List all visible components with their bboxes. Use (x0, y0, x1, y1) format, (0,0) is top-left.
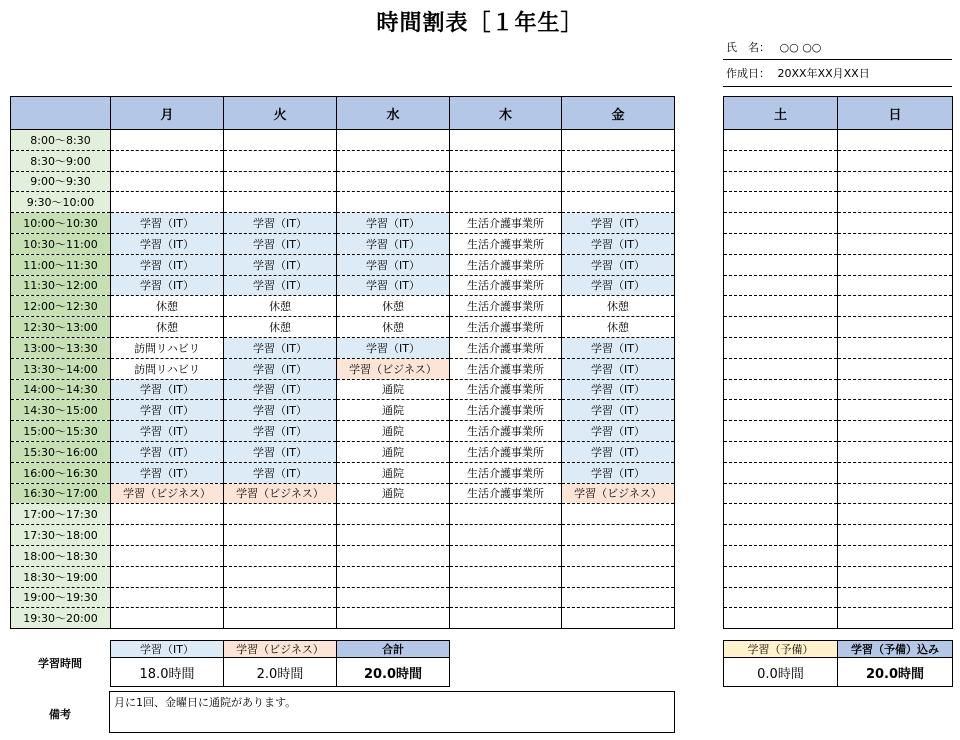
timetable-row (11, 337, 675, 358)
schedule-cell[interactable] (224, 525, 337, 546)
timetable-row (11, 233, 675, 254)
schedule-cell[interactable]: 学習（IT） (562, 213, 675, 234)
schedule-cell[interactable] (450, 171, 562, 192)
schedule-cell[interactable] (337, 566, 450, 587)
weekend-row (724, 317, 953, 338)
schedule-cell[interactable]: 生活介護事業所 (450, 317, 562, 338)
schedule-cell[interactable] (111, 545, 224, 566)
weekend-cell[interactable] (724, 171, 838, 192)
time-header-corner (11, 97, 111, 130)
time-slot-label: 14:30～15:00 (11, 400, 111, 421)
day-header-sun: 日 (838, 97, 953, 130)
schedule-cell[interactable]: 学習（IT） (111, 400, 224, 421)
schedule-cell[interactable]: 学習（IT） (111, 275, 224, 296)
schedule-cell[interactable] (111, 130, 224, 151)
weekend-row (724, 275, 953, 296)
schedule-cell[interactable]: 学習（ビジネス） (337, 358, 450, 379)
weekend-row (724, 254, 953, 275)
schedule-cell[interactable] (562, 130, 675, 151)
day-header-tue: 火 (224, 97, 337, 130)
weekend-row (724, 441, 953, 462)
schedule-cell[interactable]: 生活介護事業所 (450, 337, 562, 358)
schedule-cell[interactable]: 学習（IT） (562, 400, 675, 421)
schedule-cell[interactable]: 学習（IT） (224, 421, 337, 442)
schedule-cell[interactable] (224, 566, 337, 587)
date-value: 20XX年XX月XX日 (777, 67, 870, 80)
schedule-cell[interactable]: 学習（IT） (224, 441, 337, 462)
time-slot-label: 11:00～11:30 (11, 254, 111, 275)
schedule-cell[interactable] (562, 150, 675, 171)
weekday-timetable (10, 96, 675, 629)
weekend-cell[interactable] (724, 254, 838, 275)
timetable-row (11, 545, 675, 566)
time-slot-label: 8:30～9:00 (11, 150, 111, 171)
schedule-cell[interactable]: 生活介護事業所 (450, 441, 562, 462)
schedule-cell[interactable] (337, 150, 450, 171)
weekend-cell[interactable] (724, 400, 838, 421)
schedule-cell[interactable] (111, 192, 224, 213)
summary-reserve-total-value: 20.0時間 (838, 658, 953, 687)
day-header-wed: 水 (337, 97, 450, 130)
schedule-cell[interactable] (111, 608, 224, 629)
weekend-row (724, 483, 953, 504)
name-field (726, 41, 821, 55)
schedule-cell[interactable] (337, 525, 450, 546)
schedule-cell[interactable]: 通院 (337, 462, 450, 483)
schedule-cell[interactable]: 休憩 (562, 317, 675, 338)
schedule-cell[interactable] (224, 130, 337, 151)
schedule-cell[interactable]: 生活介護事業所 (450, 254, 562, 275)
schedule-cell[interactable] (450, 504, 562, 525)
weekday-header-row (11, 97, 675, 130)
schedule-cell[interactable]: 学習（IT） (562, 462, 675, 483)
time-slot-label: 9:30～10:00 (11, 192, 111, 213)
weekend-cell[interactable] (838, 254, 953, 275)
weekend-row (724, 171, 953, 192)
timetable-row (11, 317, 675, 338)
weekend-row (724, 213, 953, 234)
schedule-cell[interactable] (450, 192, 562, 213)
time-slot-label: 18:30～19:00 (11, 566, 111, 587)
weekend-cell[interactable] (838, 317, 953, 338)
schedule-cell[interactable] (111, 150, 224, 171)
timetable-row (11, 213, 675, 234)
schedule-cell[interactable] (224, 192, 337, 213)
weekend-row (724, 379, 953, 400)
schedule-cell[interactable]: 学習（IT） (224, 233, 337, 254)
schedule-cell[interactable]: 訪問リハビリ (111, 358, 224, 379)
schedule-cell[interactable] (562, 171, 675, 192)
schedule-cell[interactable] (562, 587, 675, 608)
weekend-header-row (724, 97, 953, 130)
schedule-cell[interactable]: 生活介護事業所 (450, 462, 562, 483)
timetable-row (11, 358, 675, 379)
weekend-row (724, 337, 953, 358)
summary-biz-label: 学習（ビジネス） (224, 641, 337, 658)
timetable-row (11, 566, 675, 587)
timetable-row (11, 379, 675, 400)
day-header-thu: 木 (450, 97, 562, 130)
weekend-cell[interactable] (724, 504, 838, 525)
date-underline (723, 86, 952, 87)
day-header-sat: 土 (724, 97, 838, 130)
schedule-cell[interactable]: 通院 (337, 441, 450, 462)
schedule-cell[interactable] (224, 608, 337, 629)
study-summary-table (110, 640, 450, 687)
weekend-row (724, 608, 953, 629)
schedule-cell[interactable] (450, 525, 562, 546)
summary-it-label: 学習（IT） (111, 641, 224, 658)
weekend-cell[interactable] (724, 545, 838, 566)
weekend-cell[interactable] (838, 608, 953, 629)
weekend-cell[interactable] (724, 275, 838, 296)
schedule-cell[interactable]: 学習（IT） (111, 462, 224, 483)
date-field (726, 67, 870, 81)
schedule-cell[interactable] (337, 192, 450, 213)
weekend-cell[interactable] (724, 130, 838, 151)
time-slot-label: 14:00～14:30 (11, 379, 111, 400)
timetable-row (11, 150, 675, 171)
weekend-row (724, 566, 953, 587)
weekend-cell[interactable] (724, 525, 838, 546)
weekend-timetable (723, 96, 953, 629)
name-label: 氏 名： (726, 41, 770, 54)
schedule-cell[interactable]: 学習（IT） (562, 275, 675, 296)
schedule-cell[interactable] (111, 525, 224, 546)
summary-total-value: 20.0時間 (337, 658, 450, 687)
schedule-cell[interactable]: 学習（ビジネス） (111, 483, 224, 504)
schedule-cell[interactable] (224, 545, 337, 566)
summary-biz-value: 2.0時間 (224, 658, 337, 687)
schedule-cell[interactable] (224, 150, 337, 171)
schedule-cell[interactable]: 生活介護事業所 (450, 233, 562, 254)
schedule-cell[interactable] (337, 587, 450, 608)
schedule-cell[interactable]: 生活介護事業所 (450, 483, 562, 504)
weekend-cell[interactable] (838, 130, 953, 151)
weekend-row (724, 504, 953, 525)
schedule-cell[interactable] (562, 608, 675, 629)
time-slot-label: 11:30～12:00 (11, 275, 111, 296)
schedule-cell[interactable]: 学習（IT） (562, 358, 675, 379)
schedule-cell[interactable]: 休憩 (337, 296, 450, 317)
schedule-cell[interactable]: 学習（IT） (224, 358, 337, 379)
timetable-row (11, 296, 675, 317)
time-slot-label: 19:30～20:00 (11, 608, 111, 629)
schedule-cell[interactable]: 学習（IT） (111, 213, 224, 234)
weekend-cell[interactable] (838, 566, 953, 587)
time-slot-label: 8:00～8:30 (11, 130, 111, 151)
schedule-cell[interactable] (450, 566, 562, 587)
notes-label: 備考 (49, 708, 71, 721)
weekend-cell[interactable] (838, 233, 953, 254)
schedule-cell[interactable]: 学習（IT） (111, 421, 224, 442)
schedule-cell[interactable]: 学習（IT） (337, 337, 450, 358)
weekend-cell[interactable] (838, 483, 953, 504)
timetable-row (11, 254, 675, 275)
schedule-cell[interactable]: 生活介護事業所 (450, 421, 562, 442)
weekend-cell[interactable] (838, 545, 953, 566)
schedule-cell[interactable]: 生活介護事業所 (450, 275, 562, 296)
schedule-cell[interactable] (562, 545, 675, 566)
name-underline (723, 59, 952, 60)
schedule-cell[interactable]: 学習（IT） (224, 254, 337, 275)
schedule-cell[interactable] (562, 192, 675, 213)
schedule-cell[interactable]: 生活介護事業所 (450, 379, 562, 400)
schedule-cell[interactable] (111, 587, 224, 608)
schedule-cell[interactable] (337, 608, 450, 629)
schedule-cell[interactable] (562, 566, 675, 587)
timetable-row (11, 504, 675, 525)
schedule-cell[interactable]: 学習（IT） (562, 441, 675, 462)
timetable-row (11, 192, 675, 213)
weekend-cell[interactable] (838, 213, 953, 234)
timetable-row (11, 441, 675, 462)
weekend-cell[interactable] (724, 337, 838, 358)
weekend-cell[interactable] (838, 400, 953, 421)
time-slot-label: 17:30～18:00 (11, 525, 111, 546)
weekend-cell[interactable] (724, 358, 838, 379)
schedule-cell[interactable]: 通院 (337, 379, 450, 400)
timetable-row (11, 483, 675, 504)
schedule-cell[interactable]: 学習（ビジネス） (562, 483, 675, 504)
schedule-cell[interactable]: 学習（IT） (337, 213, 450, 234)
weekend-cell[interactable] (838, 504, 953, 525)
schedule-cell[interactable]: 通院 (337, 421, 450, 442)
schedule-cell[interactable] (450, 130, 562, 151)
time-slot-label: 16:00～16:30 (11, 462, 111, 483)
schedule-cell[interactable] (111, 566, 224, 587)
date-label: 作成日： (726, 67, 770, 80)
time-slot-label: 18:00～18:30 (11, 545, 111, 566)
schedule-cell[interactable]: 学習（IT） (562, 421, 675, 442)
weekend-row (724, 150, 953, 171)
timetable-row (11, 171, 675, 192)
time-slot-label: 19:00～19:30 (11, 587, 111, 608)
weekend-cell[interactable] (724, 192, 838, 213)
schedule-cell[interactable] (224, 587, 337, 608)
schedule-cell[interactable]: 学習（IT） (224, 275, 337, 296)
timetable-row (11, 587, 675, 608)
weekend-cell[interactable] (838, 171, 953, 192)
schedule-cell[interactable] (562, 504, 675, 525)
schedule-cell[interactable]: 学習（IT） (111, 379, 224, 400)
page-title: 時間割表［１年生］ (376, 11, 584, 36)
time-slot-label: 9:00～9:30 (11, 171, 111, 192)
weekend-row (724, 545, 953, 566)
weekend-cell[interactable] (724, 421, 838, 442)
weekend-cell[interactable] (838, 296, 953, 317)
weekend-cell[interactable] (724, 608, 838, 629)
weekend-cell[interactable] (724, 587, 838, 608)
schedule-cell[interactable]: 生活介護事業所 (450, 213, 562, 234)
schedule-cell[interactable]: 学習（IT） (562, 233, 675, 254)
summary-total-label: 合計 (337, 641, 450, 658)
weekend-row (724, 130, 953, 151)
day-header-fri: 金 (562, 97, 675, 130)
schedule-cell[interactable]: 生活介護事業所 (450, 296, 562, 317)
weekend-cell[interactable] (838, 150, 953, 171)
study-hours-label: 学習時間 (38, 657, 82, 670)
time-slot-label: 16:30～17:00 (11, 483, 111, 504)
summary-reserve-label: 学習（予備） (724, 641, 838, 658)
schedule-cell[interactable] (450, 545, 562, 566)
weekend-cell[interactable] (838, 192, 953, 213)
weekend-row (724, 421, 953, 442)
schedule-cell[interactable]: 学習（IT） (224, 337, 337, 358)
day-header-mon: 月 (111, 97, 224, 130)
weekend-cell[interactable] (838, 462, 953, 483)
weekend-cell[interactable] (724, 483, 838, 504)
schedule-cell[interactable]: 訪問リハビリ (111, 337, 224, 358)
weekend-cell[interactable] (724, 462, 838, 483)
weekend-cell[interactable] (724, 296, 838, 317)
schedule-cell[interactable] (450, 587, 562, 608)
weekend-row (724, 296, 953, 317)
time-slot-label: 12:00～12:30 (11, 296, 111, 317)
schedule-cell[interactable]: 学習（IT） (224, 462, 337, 483)
weekend-cell[interactable] (724, 379, 838, 400)
schedule-cell[interactable] (337, 171, 450, 192)
schedule-cell[interactable]: 休憩 (111, 296, 224, 317)
schedule-cell[interactable]: 学習（IT） (337, 254, 450, 275)
schedule-cell[interactable]: 学習（IT） (562, 254, 675, 275)
timetable-row (11, 525, 675, 546)
schedule-cell[interactable]: 学習（IT） (337, 275, 450, 296)
schedule-cell[interactable] (111, 171, 224, 192)
weekend-cell[interactable] (838, 441, 953, 462)
weekend-cell[interactable] (724, 150, 838, 171)
time-slot-label: 15:30～16:00 (11, 441, 111, 462)
schedule-cell[interactable]: 学習（IT） (224, 400, 337, 421)
weekend-row (724, 233, 953, 254)
schedule-cell[interactable]: 通院 (337, 400, 450, 421)
weekend-cell[interactable] (838, 358, 953, 379)
summary-it-value: 18.0時間 (111, 658, 224, 687)
weekend-cell[interactable] (838, 421, 953, 442)
schedule-cell[interactable]: 学習（IT） (337, 233, 450, 254)
schedule-cell[interactable] (111, 504, 224, 525)
weekend-row (724, 462, 953, 483)
schedule-cell[interactable] (562, 525, 675, 546)
name-value: ○○ ○○ (779, 41, 822, 54)
weekend-cell[interactable] (724, 441, 838, 462)
schedule-cell[interactable]: 休憩 (224, 317, 337, 338)
weekend-row (724, 525, 953, 546)
weekend-row (724, 358, 953, 379)
summary-reserve-value: 0.0時間 (724, 658, 838, 687)
weekend-cell[interactable] (838, 337, 953, 358)
weekend-cell[interactable] (724, 213, 838, 234)
timetable-row (11, 130, 675, 151)
time-slot-label: 17:00～17:30 (11, 504, 111, 525)
schedule-cell[interactable] (337, 504, 450, 525)
schedule-cell[interactable]: 学習（IT） (111, 441, 224, 462)
schedule-cell[interactable]: 生活介護事業所 (450, 358, 562, 379)
weekend-cell[interactable] (838, 587, 953, 608)
schedule-cell[interactable]: 通院 (337, 483, 450, 504)
schedule-cell[interactable] (450, 608, 562, 629)
timetable-row (11, 608, 675, 629)
schedule-cell[interactable] (224, 504, 337, 525)
weekend-row (724, 587, 953, 608)
schedule-cell[interactable] (450, 150, 562, 171)
schedule-cell[interactable]: 学習（IT） (111, 254, 224, 275)
weekend-summary-table (723, 640, 953, 687)
time-slot-label: 12:30～13:00 (11, 317, 111, 338)
time-slot-label: 15:00～15:30 (11, 421, 111, 442)
weekend-cell[interactable] (724, 317, 838, 338)
schedule-cell[interactable]: 休憩 (224, 296, 337, 317)
weekend-row (724, 192, 953, 213)
schedule-cell[interactable]: 学習（IT） (111, 233, 224, 254)
weekend-cell[interactable] (724, 233, 838, 254)
time-slot-label: 13:30～14:00 (11, 358, 111, 379)
weekend-row (724, 400, 953, 421)
schedule-cell[interactable]: 学習（IT） (224, 379, 337, 400)
schedule-cell[interactable]: 休憩 (111, 317, 224, 338)
schedule-cell[interactable]: 生活介護事業所 (450, 400, 562, 421)
timetable-row (11, 400, 675, 421)
schedule-cell[interactable] (337, 130, 450, 151)
timetable-row (11, 462, 675, 483)
schedule-cell[interactable]: 学習（ビジネス） (224, 483, 337, 504)
time-slot-label: 10:30～11:00 (11, 233, 111, 254)
schedule-cell[interactable] (224, 171, 337, 192)
schedule-cell[interactable]: 学習（IT） (224, 213, 337, 234)
weekend-cell[interactable] (838, 379, 953, 400)
time-slot-label: 13:00～13:30 (11, 337, 111, 358)
weekend-cell[interactable] (724, 566, 838, 587)
schedule-cell[interactable]: 休憩 (337, 317, 450, 338)
timetable-row (11, 275, 675, 296)
timetable-row (11, 421, 675, 442)
schedule-cell[interactable]: 休憩 (562, 296, 675, 317)
schedule-cell[interactable]: 学習（IT） (562, 379, 675, 400)
summary-reserve-total-label: 学習（予備）込み (838, 641, 953, 658)
schedule-cell[interactable] (337, 545, 450, 566)
time-slot-label: 10:00～10:30 (11, 213, 111, 234)
schedule-cell[interactable]: 学習（IT） (562, 337, 675, 358)
weekend-cell[interactable] (838, 275, 953, 296)
notes-box[interactable]: 月に1回、金曜日に通院があります。 (109, 691, 675, 733)
weekend-cell[interactable] (838, 525, 953, 546)
